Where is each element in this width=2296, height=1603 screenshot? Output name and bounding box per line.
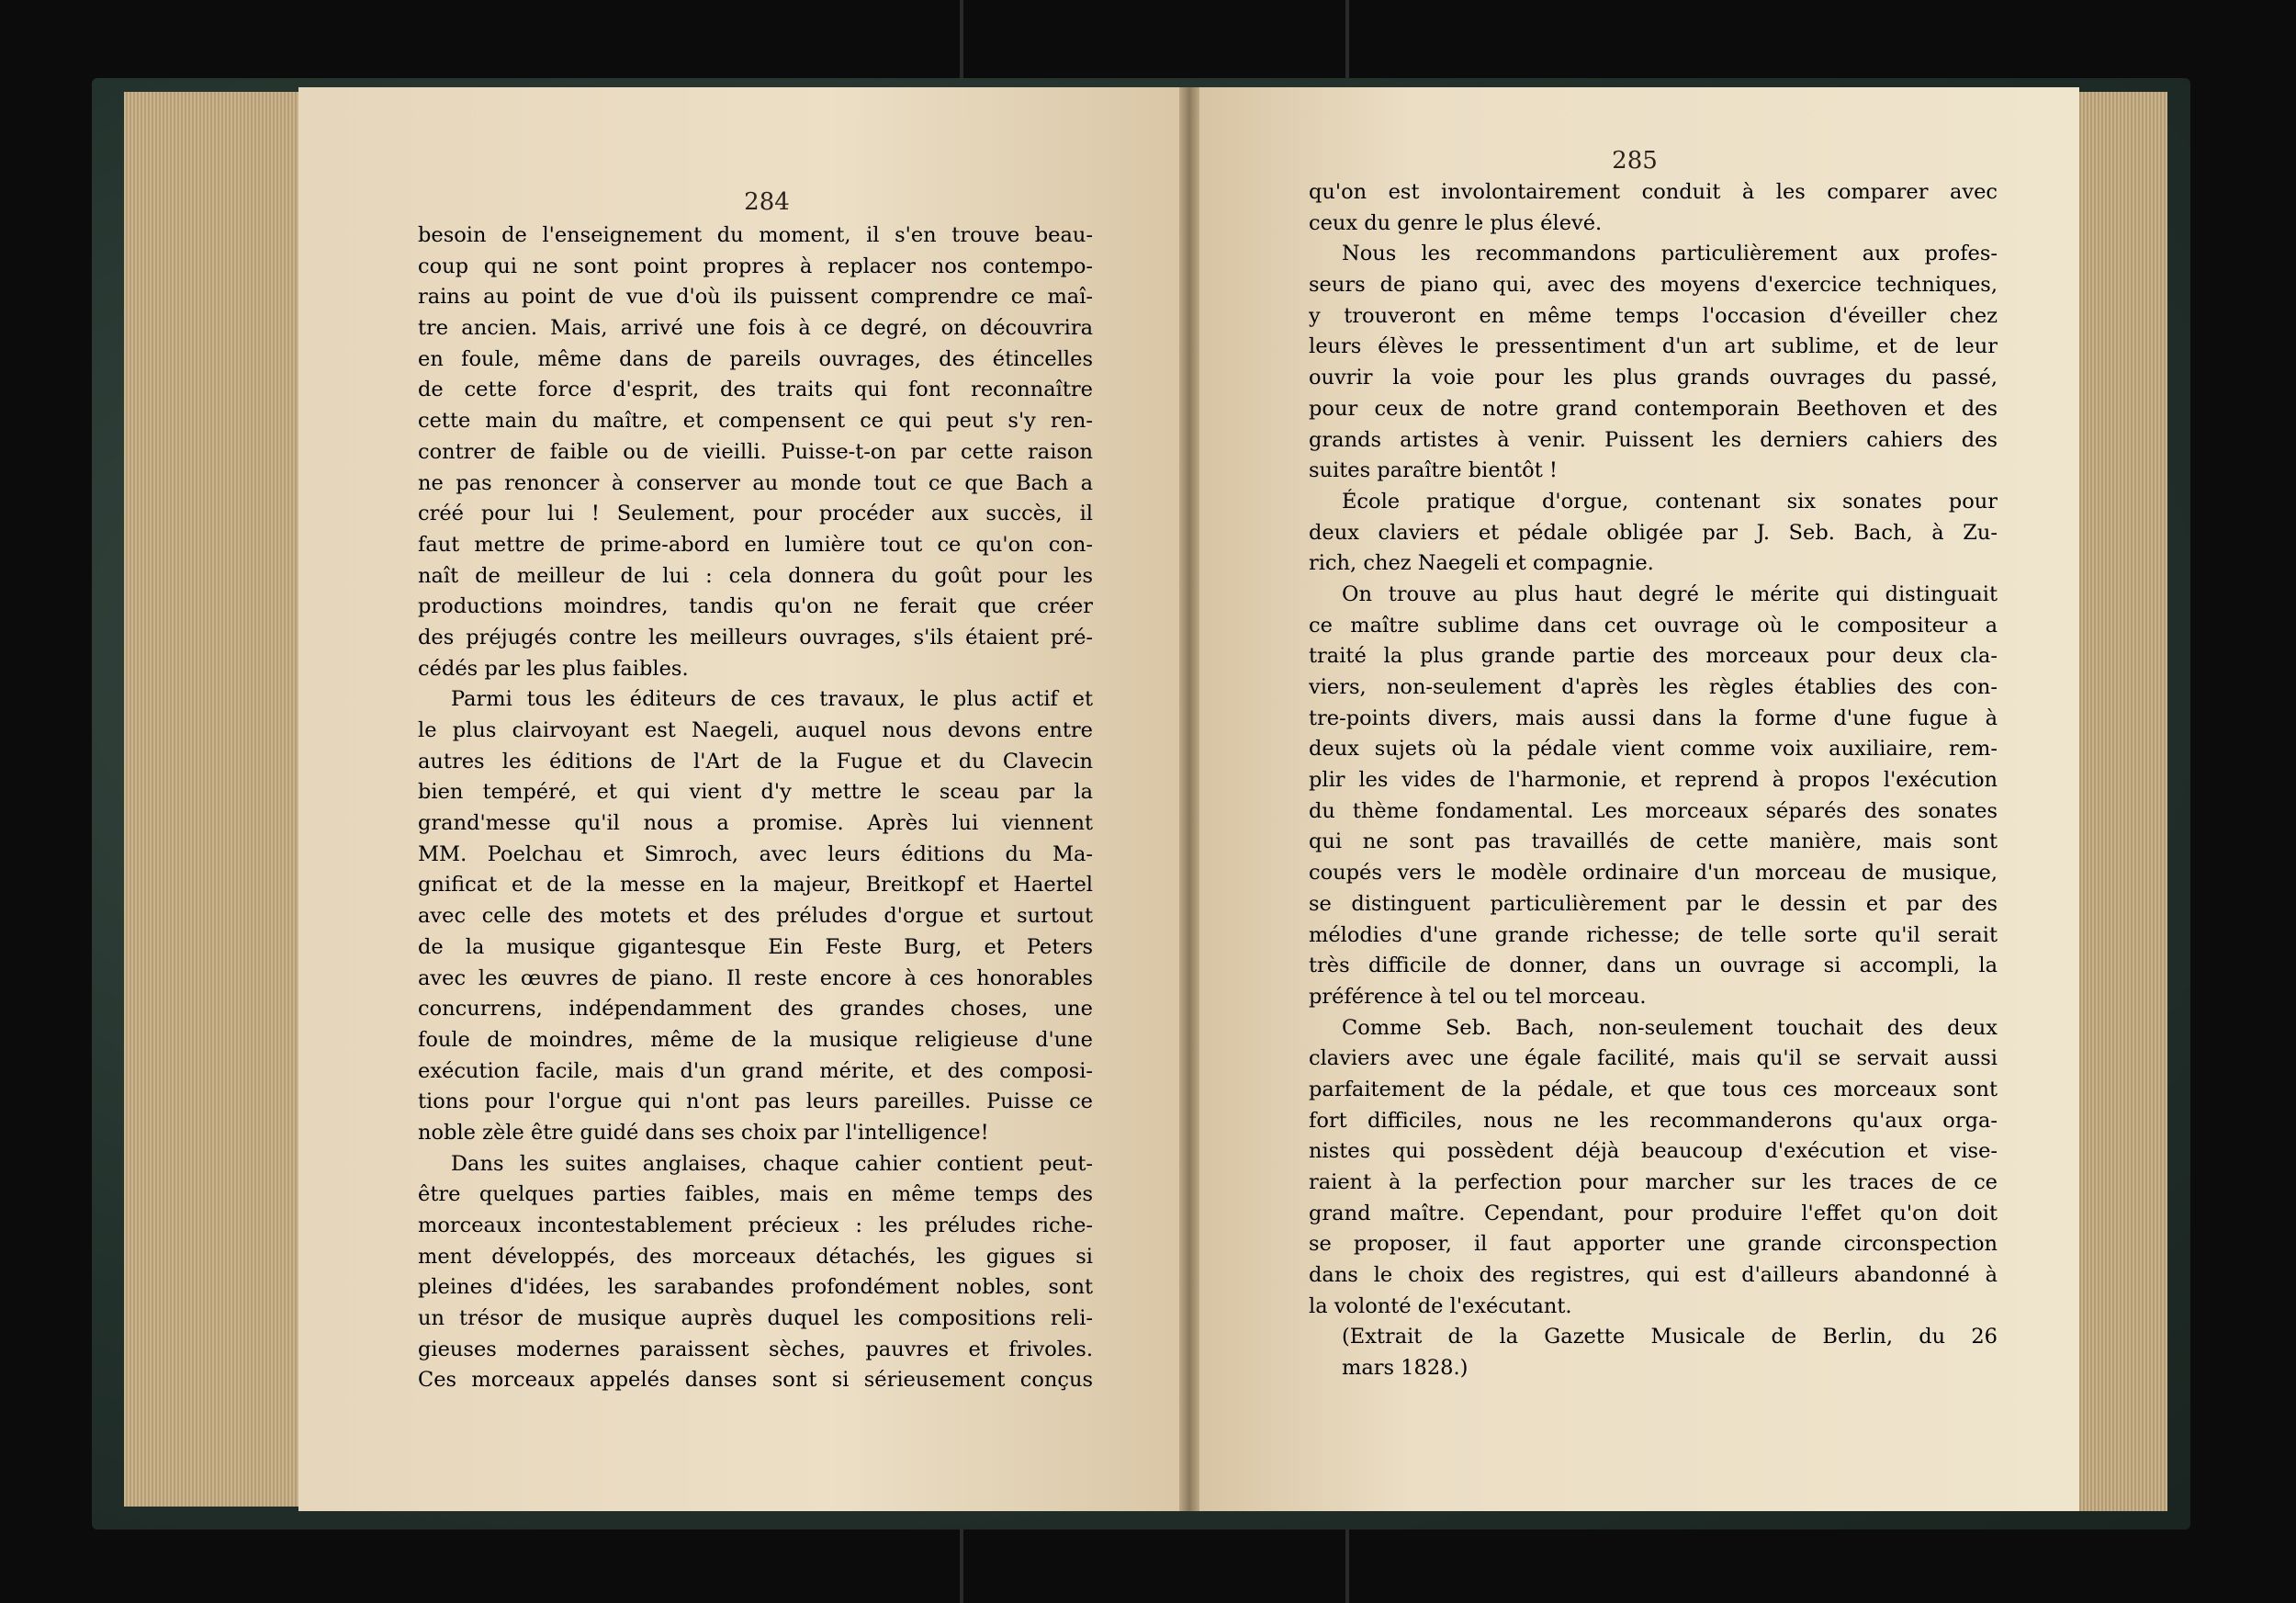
left-page-number: 284 bbox=[744, 188, 790, 216]
text-line: en foule, même dans de pareils ouvrages, des étincelles bbox=[418, 346, 1093, 371]
text-line: grand maître. Cependant, pour produire l'effet qu'on doit bbox=[1309, 1201, 1998, 1225]
left-page-edges bbox=[124, 92, 303, 1507]
text-line: coupés vers le modèle ordinaire d'un morceau de musique, bbox=[1309, 861, 1998, 886]
text-line: dans le choix des registres, qui est d'ailleurs abandonné à bbox=[1309, 1263, 1998, 1288]
text-line: ceux du genre le plus élevé. bbox=[1309, 210, 1603, 235]
text-line: nistes qui possèdent déjà beaucoup d'exécution et vise- bbox=[1309, 1139, 1998, 1164]
text-line: faut mettre de prime-abord en lumière tout ce qu'on con- bbox=[418, 532, 1093, 557]
text-line: claviers avec une égale facilité, mais qu'il se servait aussi bbox=[1309, 1046, 1998, 1071]
text-line: de cette force d'esprit, des traits qui font reconnaître bbox=[418, 378, 1093, 402]
text-line: rich, chez Naegeli et compagnie. bbox=[1309, 551, 1654, 576]
text-line: ouvrir la voie pour les plus grands ouvrages du passé, bbox=[1309, 366, 1998, 390]
text-line: seurs de piano qui, avec des moyens d'exercice techniques, bbox=[1309, 273, 1998, 298]
text-line: Nous les recommandons particulièrement aux profes- bbox=[1342, 242, 1998, 266]
text-line: suites paraître bientôt ! bbox=[1309, 458, 1558, 483]
text-line: y trouveront en même temps l'occasion d'éveiller chez bbox=[1309, 303, 1998, 328]
text-line: préférence à tel ou tel morceau. bbox=[1309, 984, 1647, 1009]
text-line: exécution facile, mais d'un grand mérite, et des composi- bbox=[418, 1058, 1093, 1083]
text-line: pour ceux de notre grand contemporain Beethoven et des bbox=[1309, 396, 1998, 421]
text-line: plir les vides de l'harmonie, et reprend à propos l'exécution bbox=[1309, 768, 1998, 793]
text-line: École pratique d'orgue, contenant six sonates pour bbox=[1342, 489, 1998, 514]
text-line: un trésor de musique auprès duquel les compositions reli- bbox=[418, 1306, 1093, 1331]
text-line: du thème fondamental. Les morceaux séparés des sonates bbox=[1309, 798, 1998, 823]
text-line: tre-points divers, mais aussi dans la forme d'une fugue à bbox=[1309, 706, 1998, 730]
text-line: coup qui ne sont point propres à replacer nos contempo- bbox=[418, 254, 1093, 278]
text-line: ce maître sublime dans cet ouvrage où le compositeur a bbox=[1309, 613, 1998, 638]
text-line: se distinguent particulièrement par le dessin et par des bbox=[1309, 891, 1998, 916]
text-line: productions moindres, tandis qu'on ne ferait que créer bbox=[418, 594, 1093, 619]
text-line: la volonté de l'exécutant. bbox=[1309, 1293, 1572, 1318]
text-line: avec celle des motets et des préludes d'orgue et surtout bbox=[418, 904, 1093, 929]
text-line: de la musique gigantesque Ein Feste Burg, et Peters bbox=[418, 934, 1093, 959]
text-line: tions pour l'orgue qui n'ont pas leurs pareilles. Puisse ce bbox=[418, 1089, 1093, 1114]
text-line: mélodies d'une grande richesse; de telle sorte qu'il serait bbox=[1309, 922, 1998, 947]
text-line: On trouve au plus haut degré le mérite qui distinguait bbox=[1342, 581, 1998, 606]
text-line: foule de moindres, même de la musique religieuse d'une bbox=[418, 1027, 1093, 1052]
text-line: être quelques parties faibles, mais en même temps des bbox=[418, 1182, 1093, 1207]
text-line: très difficile de donner, dans un ouvrage si accompli, la bbox=[1309, 954, 1998, 978]
text-line: se proposer, il faut apporter une grande circonspection bbox=[1309, 1232, 1998, 1257]
text-line: naît de meilleur de lui : cela donnera du goût pour les bbox=[418, 563, 1093, 588]
text-line: Ces morceaux appelés danses sont si sérieusement conçus bbox=[418, 1368, 1093, 1393]
text-line: cette main du maître, et compensent ce qui peut s'y ren- bbox=[418, 409, 1093, 434]
text-line: qu'on est involontairement conduit à les comparer avec bbox=[1309, 180, 1998, 204]
text-line: gieuses modernes paraissent sèches, pauvres et frivoles. bbox=[418, 1337, 1093, 1361]
text-line: viers, non-seulement d'après les règles établies des con- bbox=[1309, 675, 1998, 699]
text-line: fort difficiles, nous ne les recommanderons qu'aux orga- bbox=[1309, 1108, 1998, 1133]
right-page-text bbox=[1309, 177, 1998, 1384]
text-line: ne pas renoncer à conserver au monde tout ce que Bach a bbox=[418, 470, 1093, 495]
text-line: raient à la perfection pour marcher sur les traces de ce bbox=[1309, 1170, 1998, 1194]
text-line: besoin de l'enseignement du moment, il s'en trouve beau- bbox=[418, 223, 1093, 247]
left-page-text bbox=[418, 220, 1093, 1396]
right-page-number: 285 bbox=[1612, 147, 1658, 175]
text-line: traité la plus grande partie des morceaux pour deux cla- bbox=[1309, 644, 1998, 669]
text-line: parfaitement de la pédale, et que tous ces morceaux sont bbox=[1309, 1077, 1998, 1101]
text-line: avec les œuvres de piano. Il reste encore à ces honorables bbox=[418, 965, 1093, 990]
text-line: leurs élèves le pressentiment d'un art sublime, et de leur bbox=[1309, 334, 1998, 359]
text-line: créé pour lui ! Seulement, pour procéder aux succès, il bbox=[418, 502, 1093, 526]
text-line: concurrens, indépendamment des grandes choses, une bbox=[418, 997, 1093, 1022]
text-line: contrer de faible ou de vieilli. Puisse-t-on par cette raison bbox=[418, 439, 1093, 464]
text-line: des préjugés contre les meilleurs ouvrages, s'ils étaient pré- bbox=[418, 625, 1093, 649]
text-line: deux claviers et pédale obligée par J. Seb. Bach, à Zu- bbox=[1309, 520, 1998, 545]
text-line: morceaux incontestablement précieux : les préludes riche- bbox=[418, 1214, 1093, 1237]
text-line: grand'messe qu'il nous a promise. Après lui viennent bbox=[418, 811, 1093, 836]
right-page-edges bbox=[2077, 92, 2167, 1511]
text-line: ment développés, des morceaux détachés, les gigues si bbox=[418, 1244, 1093, 1269]
text-line: (Extrait de la Gazette Musicale de Berlin, du 26 bbox=[1342, 1325, 1998, 1349]
text-line: bien tempéré, et qui vient d'y mettre le sceau par la bbox=[418, 780, 1093, 805]
text-line: le plus clairvoyant est Naegeli, auquel nous devons entre bbox=[418, 718, 1093, 742]
text-line: mars 1828.) bbox=[1342, 1356, 1469, 1381]
text-line: MM. Poelchau et Simroch, avec leurs éditions du Ma- bbox=[418, 841, 1093, 866]
text-line: qui ne sont pas travaillés de cette manière, mais sont bbox=[1309, 830, 1998, 854]
text-line: noble zèle être guidé dans ses choix par l'intelligence! bbox=[418, 1120, 989, 1145]
text-line: pleines d'idées, les sarabandes profondément nobles, sont bbox=[418, 1275, 1093, 1300]
text-line: gnificat et de la messe en la majeur, Breitkopf et Haertel bbox=[418, 873, 1093, 897]
text-line: deux sujets où la pédale vient comme voix auxiliaire, rem- bbox=[1309, 737, 1998, 762]
text-line: autres les éditions de l'Art de la Fugue et du Clavecin bbox=[418, 749, 1093, 773]
text-line: cédés par les plus faibles. bbox=[418, 656, 689, 681]
book-gutter bbox=[1179, 87, 1199, 1511]
text-line: grands artistes à venir. Puissent les derniers cahiers des bbox=[1309, 427, 1998, 452]
text-line: Comme Seb. Bach, non-seulement touchait des deux bbox=[1342, 1015, 1998, 1040]
text-line: rains au point de vue d'où ils puissent comprendre ce maî- bbox=[418, 285, 1093, 310]
text-line: tre ancien. Mais, arrivé une fois à ce degré, on découvrira bbox=[418, 316, 1093, 341]
text-line: Parmi tous les éditeurs de ces travaux, le plus actif et bbox=[451, 687, 1093, 712]
text-line: Dans les suites anglaises, chaque cahier contient peut- bbox=[451, 1151, 1093, 1176]
